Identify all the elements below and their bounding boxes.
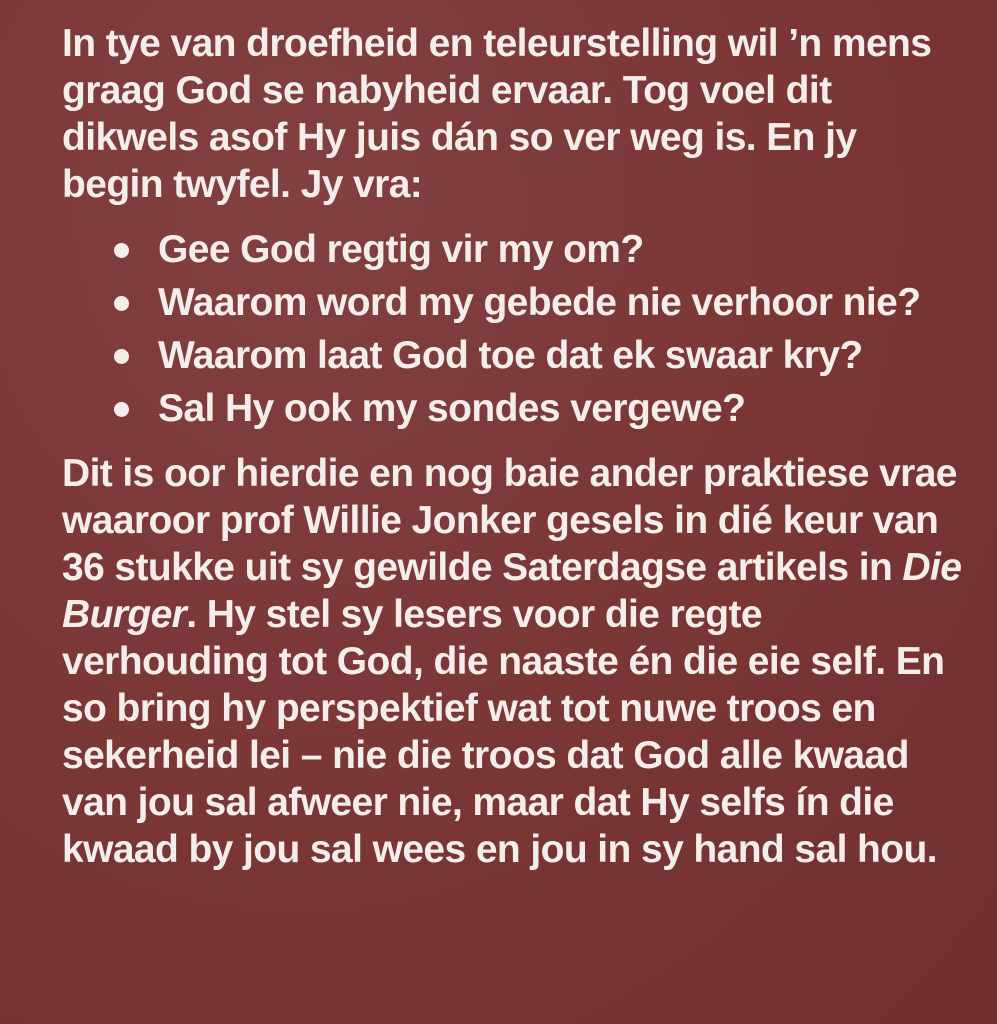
question-text: Waarom laat God toe dat ek swaar kry?	[158, 334, 863, 377]
question-text: Sal Hy ook my sondes vergewe?	[158, 387, 746, 430]
question-list	[62, 226, 962, 432]
bullet-dot-icon	[114, 296, 129, 311]
list-item	[158, 332, 962, 379]
bullet-dot-icon	[114, 243, 129, 258]
newspaper-title: Die Burger	[62, 546, 962, 636]
back-cover-text	[62, 20, 962, 873]
list-item	[158, 385, 962, 432]
question-text: Gee God regtig vir my om?	[158, 228, 644, 271]
body-text-before: Dit is oor hierdie en nog baie ander praktiese vrae waaroor prof Willie Jonker gesels in dié keur van 36 stukke uit sy gewilde Saterdagse artikels in	[62, 452, 957, 589]
body-text-after: . Hy stel sy lesers voor die regte verhouding tot God, die naaste én die eie self. En so bring hy perspektief wat tot nuwe troos en sekerheid lei – nie die troos dat God alle kwaad van jou sal afweer nie, maar dat Hy selfs ín die kwaad by jou sal wees en jou in sy hand sal hou.	[62, 593, 945, 871]
intro-paragraph: In tye van droefheid en teleurstelling wil ’n mens graag God se nabyheid ervaar. Tog voel dit dikwels asof Hy juis dán so ver weg is. En jy begin twyfel. Jy vra:	[62, 22, 932, 206]
bullet-dot-icon	[114, 402, 129, 417]
question-text: Waarom word my gebede nie verhoor nie?	[158, 281, 921, 324]
body-paragraph	[62, 450, 962, 873]
list-item	[158, 226, 962, 273]
bullet-dot-icon	[114, 349, 129, 364]
list-item	[158, 279, 962, 326]
